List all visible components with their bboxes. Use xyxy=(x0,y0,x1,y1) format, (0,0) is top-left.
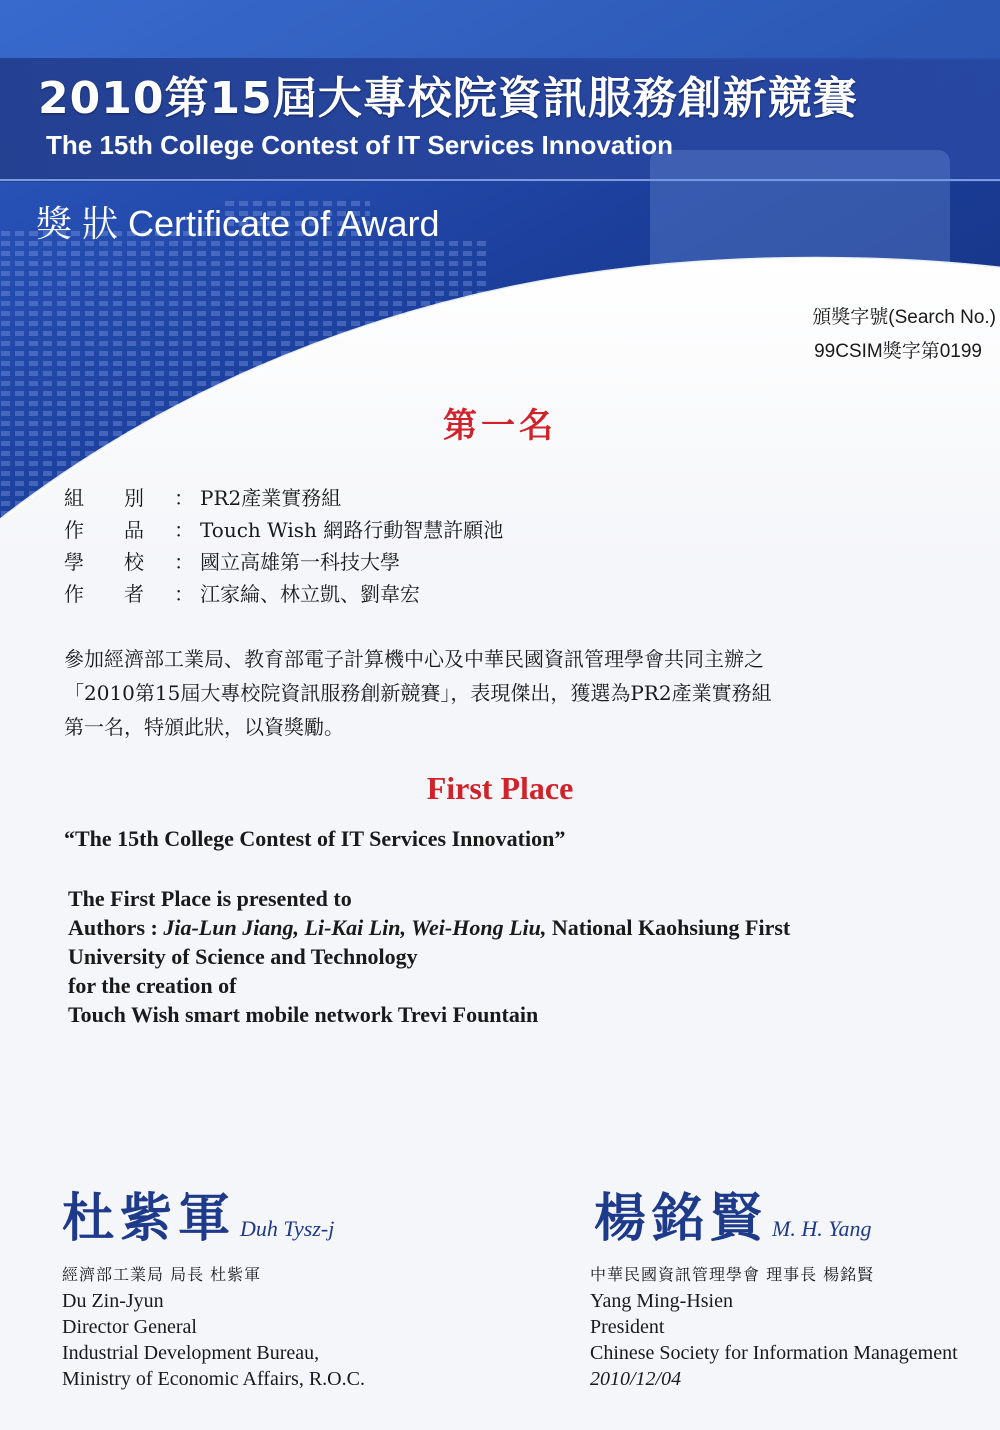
signature-right xyxy=(594,1176,871,1251)
contest-title-zh: 2010第15屆大專校院資訊服務創新競賽 xyxy=(38,73,858,124)
paragraph-line: Touch Wish smart mobile network Trevi Fountain xyxy=(68,1002,539,1027)
info-colon: ： xyxy=(174,486,194,510)
info-label: 組 別 xyxy=(64,486,144,510)
info-row-school xyxy=(64,546,400,578)
info-value: 國立高雄第一科技大學 xyxy=(200,550,400,574)
signatory-left-org: Industrial Development Bureau, xyxy=(62,1342,320,1364)
signature-left xyxy=(62,1176,334,1251)
paragraph-line: The First Place is presented to xyxy=(68,886,352,911)
info-row-authors xyxy=(64,578,420,610)
info-label: 作 者 xyxy=(64,582,144,606)
paragraph-line: University of Science and Technology xyxy=(68,944,418,969)
info-label: 作 品 xyxy=(64,518,144,542)
paragraph-line: 第一名，特頒此狀，以資獎勵。 xyxy=(64,715,344,739)
award-paragraph-zh xyxy=(64,642,964,744)
signatory-left-text xyxy=(62,1262,365,1392)
info-colon: ： xyxy=(174,518,194,542)
contest-title-en: The 15th College Contest of IT Services Innovation xyxy=(46,130,673,160)
search-number-value: 99CSIM獎字第0199 xyxy=(814,341,982,362)
contest-quote: “The 15th College Contest of IT Services Innovation” xyxy=(64,826,566,851)
signature-left-en: Duh Tysz-j xyxy=(240,1216,335,1241)
signatory-right-name: Yang Ming-Hsien xyxy=(590,1290,733,1312)
signatory-left-position: Director General xyxy=(62,1316,197,1338)
info-colon: ： xyxy=(174,550,194,574)
search-number-label: 頒獎字號(Search No.) xyxy=(812,307,996,328)
signatory-left-title-zh: 經濟部工業局 局長 杜紫軍 xyxy=(62,1265,262,1284)
signatory-left-name: Du Zin-Jyun xyxy=(62,1290,164,1312)
paragraph-line: for the creation of xyxy=(68,973,237,998)
authors-line xyxy=(68,913,790,942)
signatory-right-text xyxy=(590,1262,958,1392)
paragraph-line: 參加經濟部工業局、教育部電子計算機中心及中華民國資訊管理學會共同主辦之 xyxy=(64,647,764,671)
info-row-work xyxy=(64,514,503,546)
info-value: Touch Wish 網路行動智慧許願池 xyxy=(200,518,504,542)
authors-prefix: Authors : xyxy=(68,915,164,940)
rank-title-zh: 第一名 xyxy=(443,406,557,446)
award-paragraph-en xyxy=(68,884,790,1029)
info-colon: ： xyxy=(174,582,194,606)
certificate-title: 獎 狀 Certificate of Award xyxy=(36,203,440,244)
paragraph-line: 「2010第15屆大專校院資訊服務創新競賽」，表現傑出，獲選為PR2產業實務組 xyxy=(64,681,772,705)
signatory-right-org: Chinese Society for Information Management xyxy=(590,1342,958,1364)
signature-right-zh: 楊銘賢 xyxy=(594,1188,769,1249)
signatory-left-org2: Ministry of Economic Affairs, R.O.C. xyxy=(62,1368,365,1390)
signature-left-zh: 杜紫軍 xyxy=(62,1188,237,1249)
first-place-title: First Place xyxy=(426,770,574,806)
info-value: 江家綸、林立凱、劉韋宏 xyxy=(200,582,420,606)
info-value: PR2產業實務組 xyxy=(200,486,342,510)
info-label: 學 校 xyxy=(64,550,144,574)
authors-suffix: National Kaohsiung First xyxy=(546,915,791,940)
signatory-right-title-zh: 中華民國資訊管理學會 理事長 楊銘賢 xyxy=(590,1265,875,1284)
signature-right-en: M. H. Yang xyxy=(772,1216,872,1241)
authors-names: Jia-Lun Jiang, Li-Kai Lin, Wei-Hong Liu, xyxy=(163,915,547,940)
award-date: 2010/12/04 xyxy=(590,1368,682,1390)
signatory-right-position: President xyxy=(590,1316,665,1338)
info-row-category xyxy=(64,482,341,514)
